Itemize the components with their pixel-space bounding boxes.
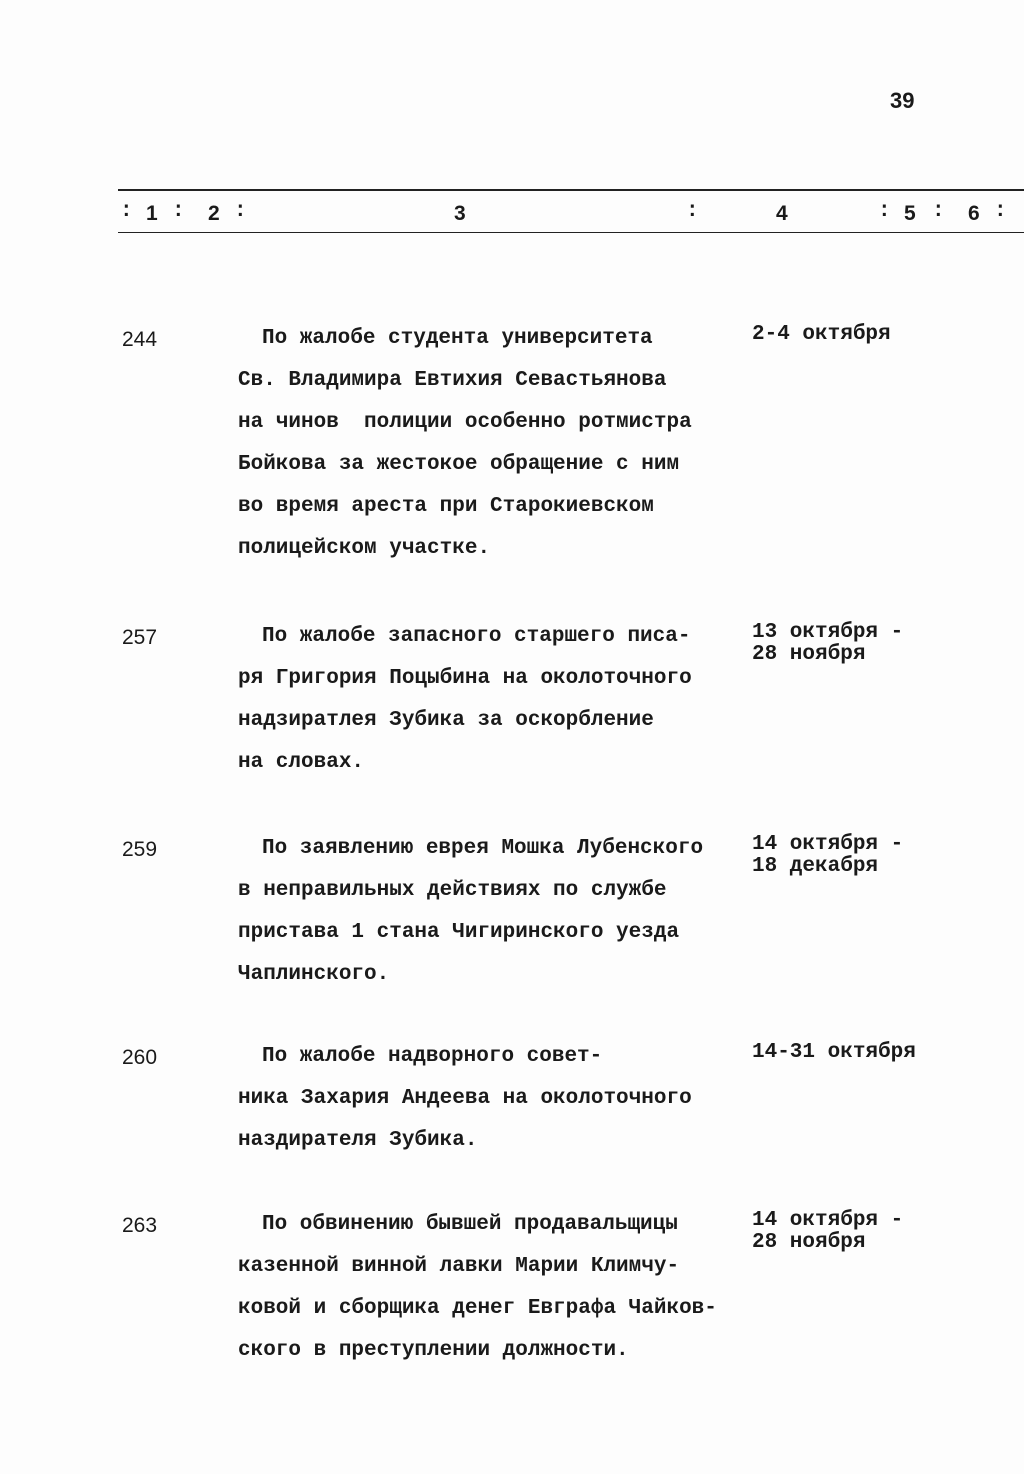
entry-description [238, 318, 738, 570]
column-header-5: 5 [904, 202, 916, 225]
date-line: 28 ноября [752, 1231, 866, 1254]
column-separator: : [878, 200, 891, 223]
description-line: во время ареста при Старокиевском [238, 495, 654, 518]
description-line: По жалобе студента университета [262, 327, 653, 350]
column-header-6: 6 [968, 202, 980, 225]
column-header-2: 2 [208, 202, 220, 225]
header-bottom-rule [118, 232, 1024, 233]
date-line: 2-4 октября [752, 323, 891, 346]
column-header-3: 3 [454, 202, 466, 225]
column-separator: : [932, 200, 945, 223]
column-separator: : [686, 200, 699, 223]
description-line: ника Захария Андеева на околоточного [238, 1087, 692, 1110]
entry-number: 244 [122, 328, 158, 351]
entry-dates [752, 622, 903, 666]
column-separator: : [234, 200, 247, 223]
description-line: на словах. [238, 751, 365, 774]
description-line: в неправильных действиях по службе [238, 879, 667, 902]
description-line: ского в преступлении должности. [238, 1339, 629, 1362]
entry-description [238, 1204, 738, 1372]
entry-description [238, 616, 738, 784]
header-top-rule [118, 189, 1024, 191]
description-line: на чинов полиции особенно ротмистра [238, 411, 692, 434]
description-line: По заявлению еврея Мошка Лубенского [262, 837, 704, 860]
column-separator: : [172, 200, 185, 223]
date-line: 14-31 октября [752, 1041, 916, 1064]
description-line: Чаплинского. [238, 963, 390, 986]
description-line: По жалобе запасного старшего писа- [262, 625, 691, 648]
description-line: По обвинению бывшей продавальщицы [262, 1213, 678, 1236]
date-line: 14 октября - [752, 833, 904, 856]
description-line: казенной винной лавки Марии Климчу- [238, 1255, 680, 1278]
description-line: пристава 1 стана Чигиринского уезда [238, 921, 680, 944]
date-line: 28 ноября [752, 643, 866, 666]
column-header-1: 1 [146, 202, 158, 225]
date-line: 18 декабря [752, 855, 879, 878]
column-separator: : [120, 200, 133, 223]
description-line: наздирателя Зубика. [238, 1129, 478, 1152]
entry-dates [752, 834, 903, 878]
column-header-4: 4 [776, 202, 788, 225]
entry-number: 259 [122, 838, 158, 861]
entry-dates [752, 1042, 916, 1064]
entry-number: 257 [122, 626, 158, 649]
date-line: 14 октября - [752, 1209, 904, 1232]
description-line: Бойкова за жестокое обращение с ним [238, 453, 680, 476]
date-line: 13 октября - [752, 621, 904, 644]
description-line: ковой и сборщика денег Евграфа Чайков- [238, 1297, 717, 1320]
entry-description [238, 1036, 738, 1162]
page-number: 39 [890, 88, 915, 113]
description-line: надзиратлея Зубика за оскорбление [238, 709, 654, 732]
description-line: полицейском участке. [238, 537, 491, 560]
description-line: Св. Владимира Евтихия Севастьянова [238, 369, 667, 392]
description-line: По жалобе надворного совет- [262, 1045, 603, 1068]
column-separator: : [994, 200, 1007, 223]
entry-dates [752, 324, 891, 346]
description-line: ря Григория Поцыбина на околоточного [238, 667, 692, 690]
entry-description [238, 828, 738, 996]
entry-number: 263 [122, 1214, 158, 1237]
entry-dates [752, 1210, 903, 1254]
entry-number: 260 [122, 1046, 158, 1069]
